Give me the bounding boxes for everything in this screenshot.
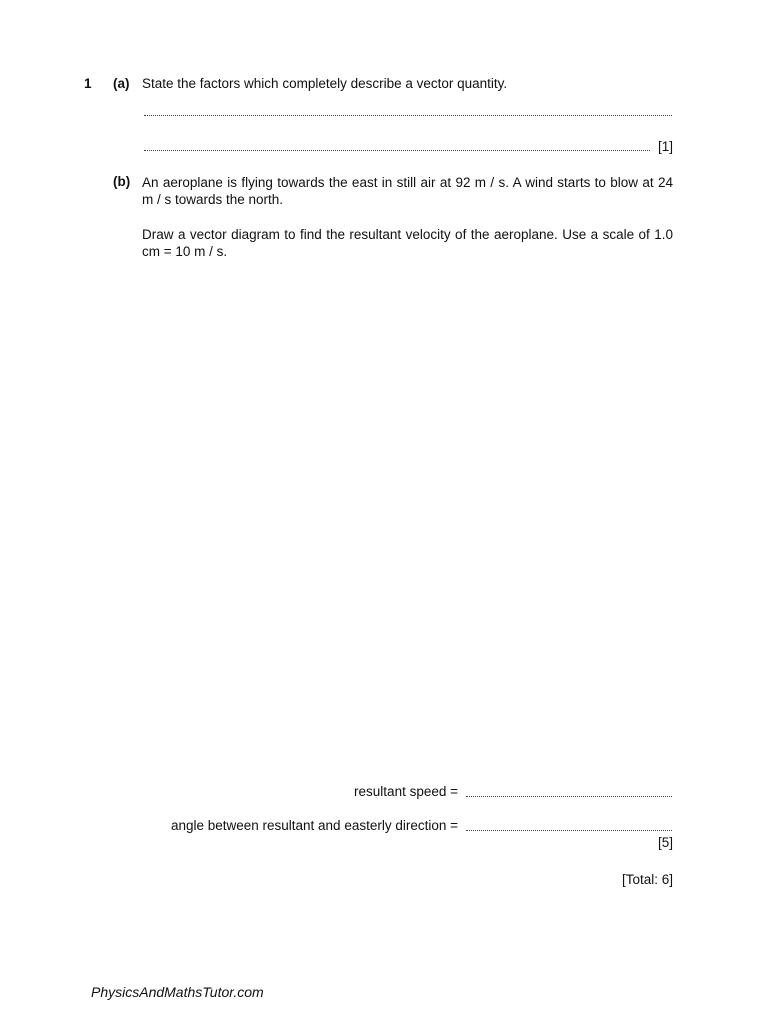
part-a-label: (a) [113, 76, 130, 91]
part-b-marks: [5] [657, 835, 673, 850]
part-a-prompt: State the factors which completely describe a vector quantity. [142, 76, 508, 91]
part-b-paragraph-2: Draw a vector diagram to find the resultant velocity of the aeroplane. Use a scale of 1.0 cm = 10 m / s. [142, 227, 673, 259]
total-marks: [Total: 6] [621, 872, 673, 887]
angle-label: angle between resultant and easterly direction = [170, 818, 458, 833]
part-b-paragraph-1: An aeroplane is flying towards the east in still air at 92 m / s. A wind starts to blow at 24 m / s towards the north. [142, 175, 673, 207]
part-a-marks: [1] [658, 139, 674, 154]
answer-line-a-2[interactable] [144, 150, 650, 151]
footer-site-name: PhysicsAndMathsTutor.com [91, 984, 264, 1000]
answer-line-a-1[interactable] [144, 115, 672, 116]
angle-answer-line[interactable] [466, 830, 672, 831]
diagram-working-area[interactable] [142, 270, 673, 770]
part-b-label: (b) [113, 174, 131, 189]
resultant-speed-answer-line[interactable] [466, 796, 672, 797]
question-number: 1 [84, 76, 92, 91]
resultant-speed-label: resultant speed = [354, 784, 458, 799]
